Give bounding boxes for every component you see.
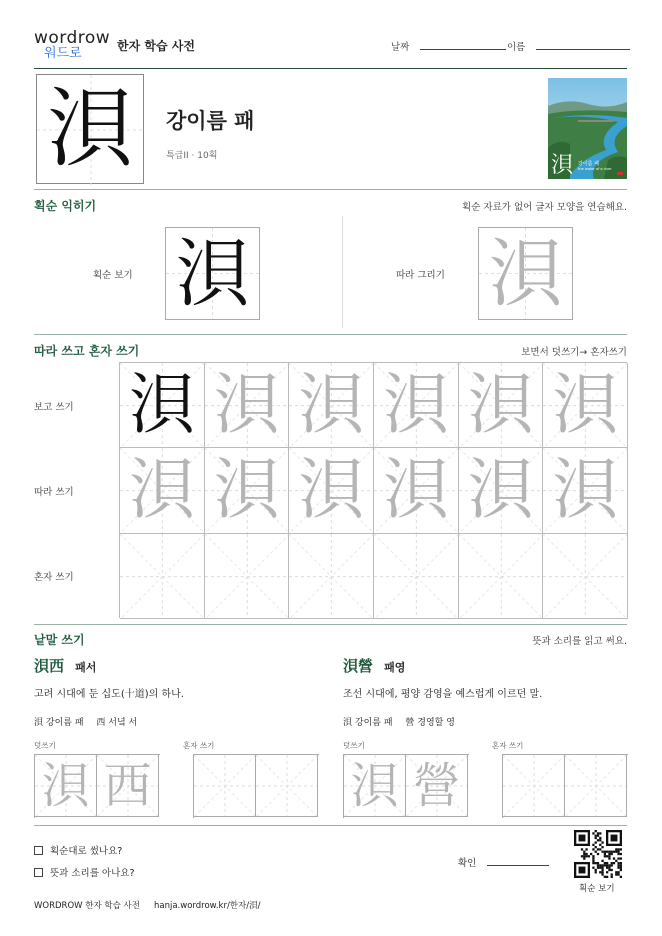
practice-character: 浿 bbox=[552, 366, 619, 444]
word-1-reading: 패서 bbox=[75, 661, 97, 674]
checkbox-stroke-order[interactable] bbox=[34, 846, 43, 855]
cell-guides bbox=[543, 534, 627, 618]
word-2-gloss1: 강이름 패 bbox=[354, 718, 393, 728]
cell-guides bbox=[256, 755, 317, 816]
row-label-trace: 따라 쓰기 bbox=[34, 487, 74, 498]
qr-caption: 획순 보기 bbox=[579, 884, 615, 894]
stroke-trace-label: 따라 그리기 bbox=[396, 270, 445, 281]
cell-guides bbox=[565, 755, 626, 816]
cell-guides bbox=[503, 755, 564, 816]
logo bbox=[34, 30, 114, 64]
practice-character: 浿 bbox=[552, 451, 619, 529]
practice-cell[interactable] bbox=[205, 363, 290, 448]
stroke-section-note: 획순 자료가 없어 글자 모양을 연습해요. bbox=[462, 202, 627, 213]
word-1-heading bbox=[34, 655, 96, 676]
date-line bbox=[420, 49, 506, 50]
word-1-trace-box[interactable] bbox=[34, 754, 160, 818]
word-1-trace-cell[interactable] bbox=[35, 755, 97, 817]
date-field[interactable] bbox=[391, 39, 506, 53]
word-1-alone-label: 혼자 쓰기 bbox=[183, 741, 215, 750]
practice-cell[interactable] bbox=[205, 534, 290, 619]
word-1-trace-cell[interactable] bbox=[97, 755, 159, 817]
word-1-definition: 고려 시대에 둔 십도(十道)의 하나. bbox=[34, 689, 184, 700]
practice-character: 浿 bbox=[467, 451, 534, 529]
word-2-gloss2: 경영할 영 bbox=[417, 718, 455, 728]
word-1-alone-cell[interactable] bbox=[256, 755, 318, 817]
practice-cell[interactable] bbox=[374, 448, 459, 533]
practice-section-title: 따라 쓰고 혼자 쓰기 bbox=[34, 344, 140, 358]
practice-cell[interactable] bbox=[289, 534, 374, 619]
words-divider bbox=[34, 825, 627, 826]
word-1-gloss2: 서녘 서 bbox=[108, 718, 138, 728]
word-1-gloss1-char: 浿 bbox=[34, 718, 44, 728]
word-2-trace-label: 덧쓰기 bbox=[343, 741, 365, 750]
word-2-trace-cell[interactable] bbox=[344, 755, 406, 817]
name-label: 이름 bbox=[507, 42, 526, 53]
word-2-gloss bbox=[343, 715, 455, 728]
practice-character: 浿 bbox=[298, 451, 365, 529]
practice-cell[interactable] bbox=[120, 363, 205, 448]
word-2-hanja: 浿營 bbox=[343, 657, 374, 675]
word-2-alone-box[interactable] bbox=[502, 754, 628, 818]
stroke-view-label: 획순 보기 bbox=[93, 270, 133, 281]
qr-code[interactable] bbox=[574, 830, 622, 878]
footer-brand: WORDROW 한자 학습 사전 bbox=[34, 901, 140, 911]
practice-cell[interactable] bbox=[543, 363, 628, 448]
practice-cell[interactable] bbox=[120, 448, 205, 533]
practice-character: 浿 bbox=[128, 451, 195, 529]
practice-character: 浿 bbox=[128, 366, 195, 444]
word-trace-character: 浿 bbox=[41, 757, 90, 814]
word-1-alone-cell[interactable] bbox=[194, 755, 256, 817]
cover-character: 浿 bbox=[551, 153, 574, 178]
check-item-stroke-order-label: 획순대로 썼나요? bbox=[50, 846, 123, 857]
word-2-gloss1-char: 浿 bbox=[343, 718, 353, 728]
logo-korean: 워드로 bbox=[44, 46, 82, 61]
practice-section-note: 보면서 덧쓰기→ 혼자쓰기 bbox=[521, 347, 627, 358]
name-line bbox=[536, 49, 630, 50]
logo-text: wordrow bbox=[34, 28, 111, 48]
word-trace-character: 營 bbox=[412, 757, 461, 814]
cell-guides bbox=[289, 534, 373, 618]
practice-cell[interactable] bbox=[120, 534, 205, 619]
cover-caption: 강이름 패 bbox=[578, 161, 599, 167]
word-1-hanja: 浿西 bbox=[34, 657, 65, 675]
word-trace-character: 浿 bbox=[350, 757, 399, 814]
practice-cell[interactable] bbox=[289, 448, 374, 533]
cover-badge bbox=[617, 172, 623, 175]
cell-guides bbox=[194, 755, 255, 816]
qr-code-graphic bbox=[574, 830, 622, 878]
check-item-stroke-order[interactable] bbox=[34, 843, 122, 857]
practice-character: 浿 bbox=[213, 451, 280, 529]
confirm-line bbox=[487, 865, 549, 866]
practice-divider bbox=[34, 624, 627, 625]
name-field[interactable] bbox=[507, 39, 630, 53]
book-cover-image bbox=[548, 78, 627, 179]
practice-cell[interactable] bbox=[205, 448, 290, 533]
stroke-divider bbox=[34, 334, 627, 335]
hero-char-box bbox=[36, 74, 144, 184]
stroke-trace-character: 浿 bbox=[488, 230, 563, 317]
word-2-alone-label: 혼자 쓰기 bbox=[492, 741, 524, 750]
footer-url[interactable]: hanja.wordrow.kr/한자/浿/ bbox=[154, 901, 261, 911]
word-2-trace-cell[interactable] bbox=[406, 755, 468, 817]
word-1-gloss2-char: 西 bbox=[96, 718, 106, 728]
cell-guides bbox=[205, 534, 289, 618]
practice-cell[interactable] bbox=[289, 363, 374, 448]
date-label: 날짜 bbox=[391, 42, 410, 53]
stroke-column-divider bbox=[342, 216, 343, 328]
practice-grid bbox=[119, 362, 627, 618]
check-item-meaning-label: 뜻과 소리를 아나요? bbox=[50, 868, 135, 879]
word-2-definition: 조선 시대에, 평양 감영을 예스럽게 이르던 말. bbox=[343, 689, 543, 700]
hero-meta: 특급II · 10획 bbox=[166, 151, 218, 161]
word-2-gloss2-char: 營 bbox=[405, 718, 415, 728]
hero-character: 浿 bbox=[47, 79, 133, 179]
practice-cell[interactable] bbox=[459, 448, 544, 533]
cell-guides bbox=[374, 534, 458, 618]
word-2-alone-cell[interactable] bbox=[565, 755, 627, 817]
word-1-gloss1: 강이름 패 bbox=[45, 718, 84, 728]
word-2-alone-cell[interactable] bbox=[503, 755, 565, 817]
words-section-note: 뜻과 소리를 읽고 써요. bbox=[532, 636, 627, 647]
row-label-look: 보고 쓰기 bbox=[34, 402, 74, 413]
word-1-alone-box[interactable] bbox=[193, 754, 319, 818]
practice-character: 浿 bbox=[382, 366, 449, 444]
stroke-trace-box[interactable] bbox=[478, 227, 573, 320]
word-2-trace-box[interactable] bbox=[343, 754, 469, 818]
words-section-title: 낱말 쓰기 bbox=[34, 633, 85, 647]
practice-cell[interactable] bbox=[374, 363, 459, 448]
practice-cell[interactable] bbox=[374, 534, 459, 619]
confirm-field[interactable] bbox=[458, 855, 549, 869]
hero-divider bbox=[34, 189, 627, 190]
checkbox-meaning[interactable] bbox=[34, 868, 43, 877]
word-1-gloss bbox=[34, 715, 137, 728]
stroke-view-box[interactable] bbox=[165, 227, 260, 320]
stroke-section-title: 획순 익히기 bbox=[34, 199, 97, 213]
cell-guides bbox=[120, 534, 204, 618]
hero-meaning: 강이름 패 bbox=[166, 109, 255, 133]
practice-cell[interactable] bbox=[459, 363, 544, 448]
word-trace-character: 西 bbox=[103, 757, 152, 814]
row-label-alone: 혼자 쓰기 bbox=[34, 572, 74, 583]
practice-cell[interactable] bbox=[543, 534, 628, 619]
cover-sub: the water of a river bbox=[578, 167, 612, 171]
word-2-heading bbox=[343, 655, 405, 676]
check-item-meaning[interactable] bbox=[34, 865, 135, 879]
practice-cell[interactable] bbox=[459, 534, 544, 619]
confirm-label: 확인 bbox=[458, 858, 477, 869]
practice-character: 浿 bbox=[298, 366, 365, 444]
practice-cell[interactable] bbox=[543, 448, 628, 533]
stroke-view-character: 浿 bbox=[175, 230, 250, 317]
word-1-trace-label: 덧쓰기 bbox=[34, 741, 56, 750]
practice-character: 浿 bbox=[467, 366, 534, 444]
app-title: 한자 학습 사전 bbox=[117, 39, 195, 53]
cell-guides bbox=[459, 534, 543, 618]
practice-character: 浿 bbox=[382, 451, 449, 529]
header-divider bbox=[34, 68, 627, 69]
practice-character: 浿 bbox=[213, 366, 280, 444]
word-2-reading: 패영 bbox=[384, 661, 406, 674]
